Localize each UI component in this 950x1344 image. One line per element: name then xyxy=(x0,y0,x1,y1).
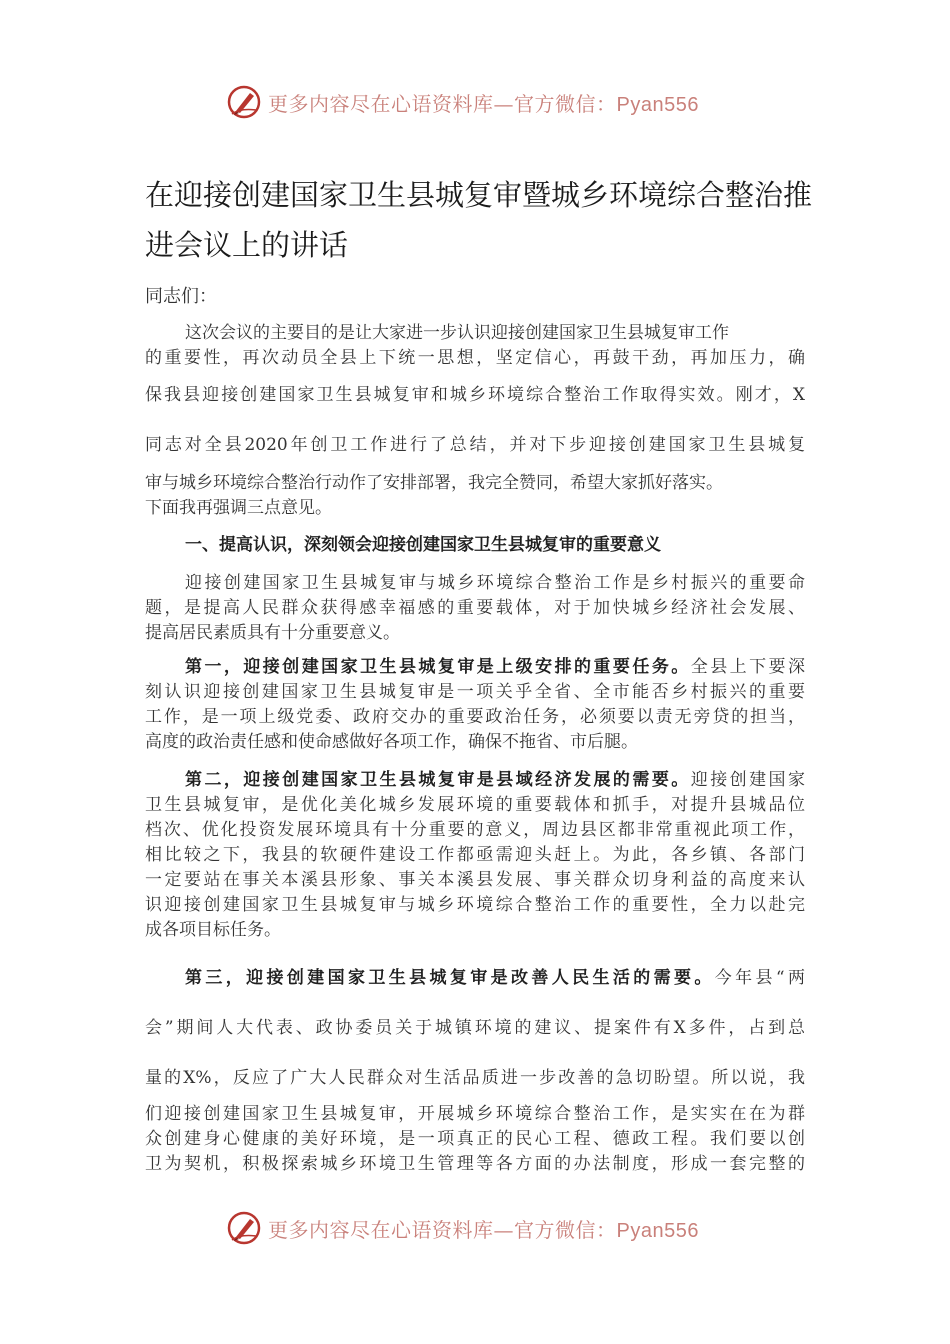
first-point-line-3: 工作，是一项上级党委、政府交办的重要政治任务，必须要以责无旁贷的担当， xyxy=(145,707,805,727)
intro-line-3: 保我县迎接创建国家卫生县城复审和城乡环境综合整治工作取得实效。刚才，X xyxy=(145,385,805,405)
intro-line-5: 审与城乡环境综合整治行动作了安排部署，我完全赞同，希望大家抓好落实。 xyxy=(145,473,723,493)
third-point-line-5: 众创建身心健康的美好环境，是一项真正的民心工程、德政工程。我们要以创 xyxy=(145,1129,805,1149)
title-line-1: 在迎接创建国家卫生县城复审暨城乡环境综合整治推 xyxy=(145,178,813,212)
third-point-line-3: 量的X%，反应了广大人民群众对生活品质进一步改善的急切盼望。所以说，我 xyxy=(145,1068,805,1088)
third-point-line-6: 卫为契机，积极探索城乡环境卫生管理等各方面的办法制度，形成一套完整的 xyxy=(145,1154,805,1174)
third-point-line-1: 第三，迎接创建国家卫生县城复审是改善人民生活的需要。今年县“两 xyxy=(185,968,805,988)
significance-line-3: 提高居民素质具有十分重要意义。 xyxy=(145,623,400,643)
second-point-line-3: 档次、优化投资发展环境具有十分重要的意义，周边县区都非常重视此项工作， xyxy=(145,820,805,840)
footer-banner xyxy=(226,1208,699,1248)
second-point-line-5: 一定要站在事关本溪县形象、事关本溪县发展、事关群众切身利益的高度来认 xyxy=(145,870,805,890)
first-point-line-2: 刻认识迎接创建国家卫生县城复审是一项关乎全省、全市能否乡村振兴的重要 xyxy=(145,682,805,702)
intro-line-4: 同志对全县2020年创卫工作进行了总结，并对下步迎接创建国家卫生县城复 xyxy=(145,435,805,455)
first-point-line-1: 第一，迎接创建国家卫生县城复审是上级安排的重要任务。全县上下要深 xyxy=(185,657,806,677)
section-heading-1: 一、提高认识，深刻领会迎接创建国家卫生县城复审的重要意义 xyxy=(185,535,661,555)
third-point-line-2: 会”期间人大代表、政协委员关于城镇环境的建议、提案件有X多件，占到总 xyxy=(145,1018,805,1038)
first-point-line-4: 高度的政治责任感和使命感做好各项工作，确保不拖省、市后腿。 xyxy=(145,732,638,752)
second-point-lead: 第二，迎接创建国家卫生县城复审是县域经济发展的需要。 xyxy=(185,770,691,790)
pen-logo-icon xyxy=(226,1210,262,1246)
pen-logo-icon xyxy=(226,84,262,120)
title-line-2: 进会议上的讲话 xyxy=(145,228,349,262)
second-point-line-4: 相比较之下，我县的软硬件建设工作都亟需迎头赶上。为此，各乡镇、各部门 xyxy=(145,845,805,865)
second-point-line-6: 识迎接创建国家卫生县城复审与城乡环境综合整治工作的重要性，全力以赴完 xyxy=(145,895,805,915)
salutation: 同志们： xyxy=(145,286,217,307)
second-point-line-7: 成各项目标任务。 xyxy=(145,920,281,940)
banner-wechat-id: Pyan556 xyxy=(616,1219,699,1242)
third-point-lead: 第三，迎接创建国家卫生县城复审是改善人民生活的需要。 xyxy=(185,968,715,988)
banner-wechat-id: Pyan556 xyxy=(616,93,699,116)
intro-line-1: 这次会议的主要目的是让大家进一步认识迎接创建国家卫生县城复审工作 xyxy=(185,323,729,343)
significance-line-1: 迎接创建国家卫生县城复审与城乡环境综合整治工作是乡村振兴的重要命 xyxy=(185,573,805,593)
intro-line-2: 的重要性，再次动员全县上下统一思想，坚定信心，再鼓干劲，再加压力，确 xyxy=(145,348,805,368)
banner-text: 更多内容尽在心语资料库—官方微信：Pyan556 xyxy=(268,1217,699,1242)
third-point-line-4: 们迎接创建国家卫生县城复审，开展城乡环境综合整治工作，是实实在在为群 xyxy=(145,1104,805,1124)
intro-line-6: 下面我再强调三点意见。 xyxy=(145,498,332,518)
page-title xyxy=(145,170,825,270)
significance-line-2: 题，是提高人民群众获得感幸福感的重要载体，对于加快城乡经济社会发展、 xyxy=(145,598,805,618)
first-point-lead: 第一，迎接创建国家卫生县城复审是上级安排的重要任务。 xyxy=(185,657,691,677)
header-banner xyxy=(226,82,699,122)
second-point-line-1: 第二，迎接创建国家卫生县城复审是县域经济发展的需要。迎接创建国家 xyxy=(185,770,806,790)
second-point-line-2: 卫生县城复审，是优化美化城乡发展环境的重要载体和抓手，对提升县城品位 xyxy=(145,795,805,815)
banner-text: 更多内容尽在心语资料库—官方微信：Pyan556 xyxy=(268,91,699,116)
